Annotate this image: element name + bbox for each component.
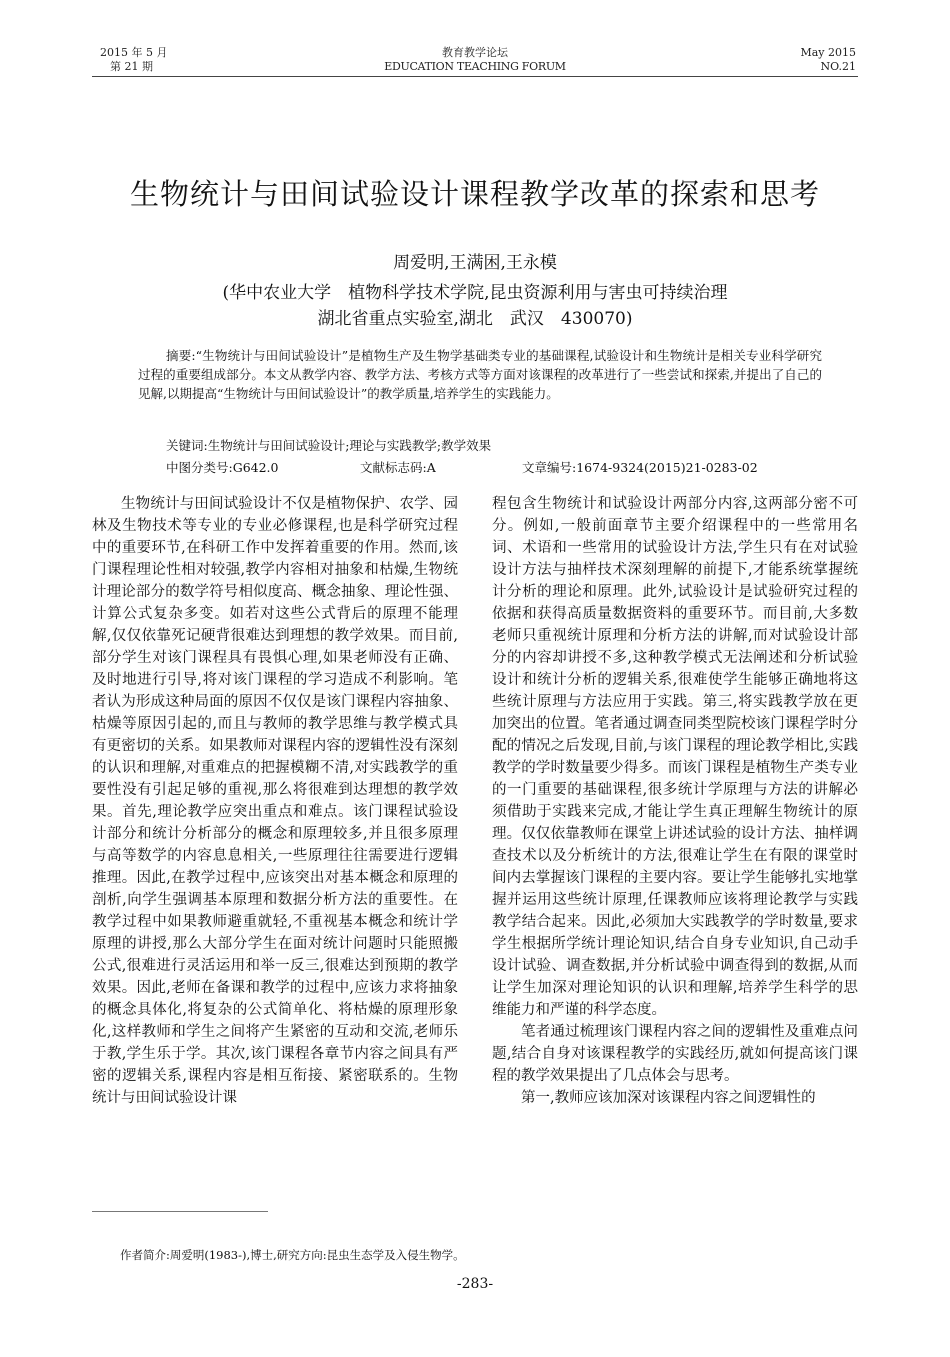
header-date-en: May 2015 [800, 46, 856, 59]
body-paragraph: 第一,教师应该加深对该课程内容之间逻辑性的 [521, 1090, 816, 1106]
body-paragraph: 笔者通过梳理该门课程内容之间的逻辑性及重难点问题,结合自身对该课程教学的实践经历,就如何提高该门课程的教学效果提出了几点体会与思考。 [492, 1024, 858, 1084]
body-paragraph: 程包含生物统计和试验设计两部分内容,这两部分密不可分。例如,一般前面章节主要介绍课程中的一些常用名词、术语和一些常用的试验设计方法,学生只有在对试验设计方法与抽样技术深刻理解的前提下,才能系统掌握统计分析的理论和原理。此外,试验设计是试验研究过程的依据和获得高质量数据资料的重要环节。而目前,大多数老师只重视统计原理和分析方法的讲解,而对试验设计部分的内容却讲授不多,这种教学模式无法阐述和分析试验设计和统计分析的逻辑关系,很难使学生能够正确地将这些统计原理与方法应用于实践。第三,将实践教学放在更加突出的位置。笔者通过调查同类型院校该门课程学时分配的情况之后发现,目前,与该门课程的理论教学相比,实践教学的学时数量要少得多。而该门课程是植物生产类专业的一门重要的基础课程,很多统计学原理与方法的讲解必须借助于实践来完成,才能让学生真正理解生物统计的原理。仅仅依靠教师在课堂上讲述试验的设计方法、抽样调查技术以及分析统计的方法,很难让学生在有限的课堂时间内去掌握该门课程的主要内容。要让学生能够扎实地掌握并运用这些统计原理,任课教师应该将理论教学与实践教学结合起来。因此,必须加大实践教学的学时数量,要求学生根据所学统计理论知识,结合自身专业知识,自己动手设计试验、调查数据,并分析试验中调查得到的数据,从而让学生加深对理论知识的认识和理解,培养学生科学的思维能力和严谨的科学态度。 [492, 496, 858, 1018]
body-paragraph: 生物统计与田间试验设计不仅是植物保护、农学、园林及生物技术等专业的专业必修课程,也是科学研究过程中的重要环节,在科研工作中发挥着重要的作用。然而,该门课程理论性相对较强,教学内容相对抽象和枯燥,生物统计理论部分的数学符号相似度高、概念抽象、理论性强、计算公式复杂多变。如若对这些公式背后的原理不能理解,仅仅依靠死记硬背很难达到理想的教学效果。而目前,部分学生对该门课程具有畏惧心理,如果老师没有正确、及时地进行引导,将对该门课程的学习造成不利影响。笔者认为形成这种局面的原因不仅仅是该门课程内容抽象、枯燥等原因引起的,而且与教师的教学思维与教学模式具有更密切的关系。如果教师对课程内容的逻辑性没有深刻的认识和理解,对重难点的把握模糊不清,对实践教学的重要性没有引起足够的重视,那么将很难到达理想的教学效果。首先,理论教学应突出重点和难点。该门课程试验设计部分和统计分析部分的概念和原理较多,并且很多原理与高等数学的内容息息相关,一些原理往往需要进行逻辑推理。因此,在教学过程中,应该突出对基本概念和原理的剖析,向学生强调基本原理和数据分析方法的重要性。在教学过程中如果教师避重就轻,不重视基本概念和统计学原理的讲授,那么大部分学生在面对统计问题时只能照搬公式,很难进行灵活运用和举一反三,很难达到预期的教学效果。因此,老师在备课和教学的过程中,应该力求将抽象的概念具体化,将复杂的公式简单化、将枯燥的原理形象化,这样教师和学生之间将产生紧密的互动和交流,老师乐于教,学生乐于学。其次,该门课程各章节内容之间具有严密的逻辑关系,课程内容是相互衔接、紧密联系的。生物统计与田间试验设计课 [92, 496, 458, 1106]
affiliation-line-1: (华中农业大学 植物科学技术学院,昆虫资源利用与害虫可持续治理 [222, 283, 728, 303]
keywords: 关键词:生物统计与田间试验设计;理论与实践教学;教学效果 [166, 438, 492, 453]
body-column-left [92, 493, 458, 1109]
affiliation-line-2: 湖北省重点实验室,湖北 武汉 430070) [317, 309, 633, 329]
classification-number: 中图分类号:G642.0 [166, 460, 279, 475]
author-footnote: 作者简介:周爱明(1983-),博士,研究方向:昆虫生态学及入侵生物学。 [120, 1248, 465, 1262]
journal-date-en [800, 46, 856, 74]
header-journal-cn: 教育教学论坛 [442, 46, 508, 59]
author-list: 周爱明,王满困,王永模 [393, 253, 557, 273]
header-date: 2015 年 5 月 [100, 46, 168, 59]
abstract: 摘要:“生物统计与田间试验设计”是植物生产及生物学基础类专业的基础课程,试验设计和生物统计是相关专业科学研究过程的重要组成部分。本文从教学内容、教学方法、考核方式等方面对该课程的改革进行了一些尝试和探索,并提出了自己的见解,以期提高“生物统计与田间试验设计”的教学质量,培养学生的实践能力。 [138, 348, 822, 401]
article-title: 生物统计与田间试验设计课程教学改革的探索和思考 [129, 177, 820, 211]
header-issue: 第 21 期 [110, 60, 153, 73]
footnote-rule [92, 1211, 268, 1212]
body-column-right [492, 493, 858, 1109]
header-rule [92, 76, 858, 77]
article-number: 文章编号:1674-9324(2015)21-0283-02 [522, 460, 758, 475]
header-journal-en: EDUCATION TEACHING FORUM [384, 60, 566, 73]
document-code: 文献标志码:A [360, 460, 436, 475]
page-number: -283- [456, 1276, 494, 1292]
header-issue-en: NO.21 [820, 60, 856, 73]
